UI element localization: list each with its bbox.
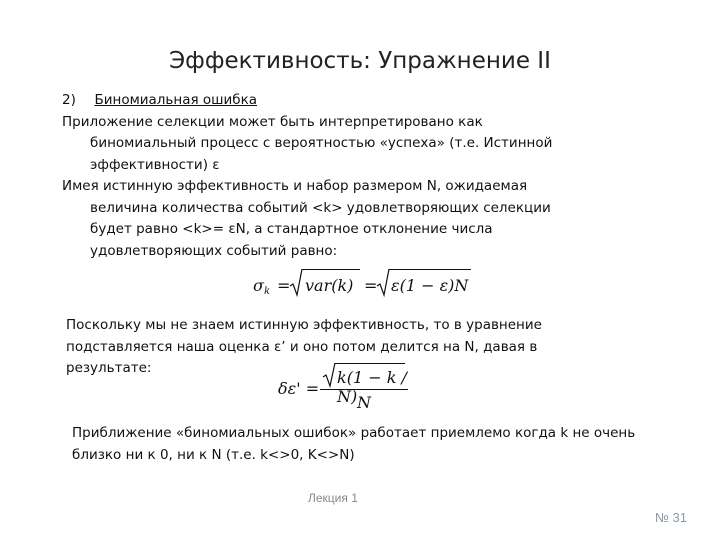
formula-sigma-k: [253, 266, 473, 300]
formula2-numerator: k(1 − k / N): [337, 368, 407, 406]
p2-line3: будет равно <k>= εN, а стандартное отклонение числа: [90, 221, 493, 237]
formula1-lhs: σ: [253, 276, 264, 295]
section-2: [62, 90, 702, 262]
sqrt-sign-2: [376, 268, 390, 298]
formula2-denominator: N: [357, 393, 371, 412]
p1-line1: Приложение селекции может быть интерпретировано как: [62, 113, 483, 130]
page-number: № 31: [655, 510, 688, 525]
p4-line2: близко ни к 0, ни к N (т.е. k<>0, K<>N): [72, 446, 355, 463]
paragraph-4: [72, 423, 712, 466]
item-number: 2): [62, 92, 76, 108]
formula1-eq: =: [277, 276, 291, 295]
p1-line2: биномиальный процесс с вероятностью «успеха» (т.е. Истинной: [90, 135, 553, 151]
sqrt-sign-3: [322, 362, 336, 388]
p1-line3: эффективности) ε: [90, 156, 220, 173]
p3-line1: Поскольку мы не знаем истинную эффективность, то в уравнение: [66, 317, 542, 333]
sqrt-bar-2: [389, 269, 471, 270]
p4-line1: Приближение «биномиальных ошибок» работает приемлемо когда k не очень: [72, 425, 636, 441]
paragraph-1: [62, 112, 702, 177]
p2-line1: Имея истинную эффективность и набор размером N, ожидаемая: [62, 178, 528, 194]
footer-lecture: Лекция 1: [308, 491, 358, 505]
formula1-eq2: =: [364, 276, 378, 295]
p2-line4: удовлетворяющих событий равно:: [90, 242, 338, 259]
formula1-var: var(k): [305, 276, 354, 295]
formula1-lhs-sub: k: [264, 286, 271, 297]
p2-line2: величина количества событий <k> удовлетворяющих селекции: [90, 199, 551, 216]
formula1-rhs: ε(1 − ε)N: [391, 276, 469, 295]
item-heading-row: [62, 90, 702, 112]
fraction-bar: [320, 389, 408, 390]
item-heading: Биномиальная ошибка: [94, 92, 258, 108]
formula2-lhs: δε' =: [278, 379, 320, 398]
sqrt-bar-3: [335, 363, 405, 364]
p3-line2: подставляется наша оценка ε’ и оно потом делится на N, давая в: [66, 338, 538, 355]
sqrt-bar-1: [302, 269, 360, 270]
formula-delta-eps: [278, 362, 418, 414]
p3-line3: результате:: [66, 360, 152, 376]
sqrt-sign-1: [289, 268, 303, 298]
slide-title: Эффективность: Упражнение II: [169, 48, 551, 74]
paragraph-2: [62, 176, 702, 262]
